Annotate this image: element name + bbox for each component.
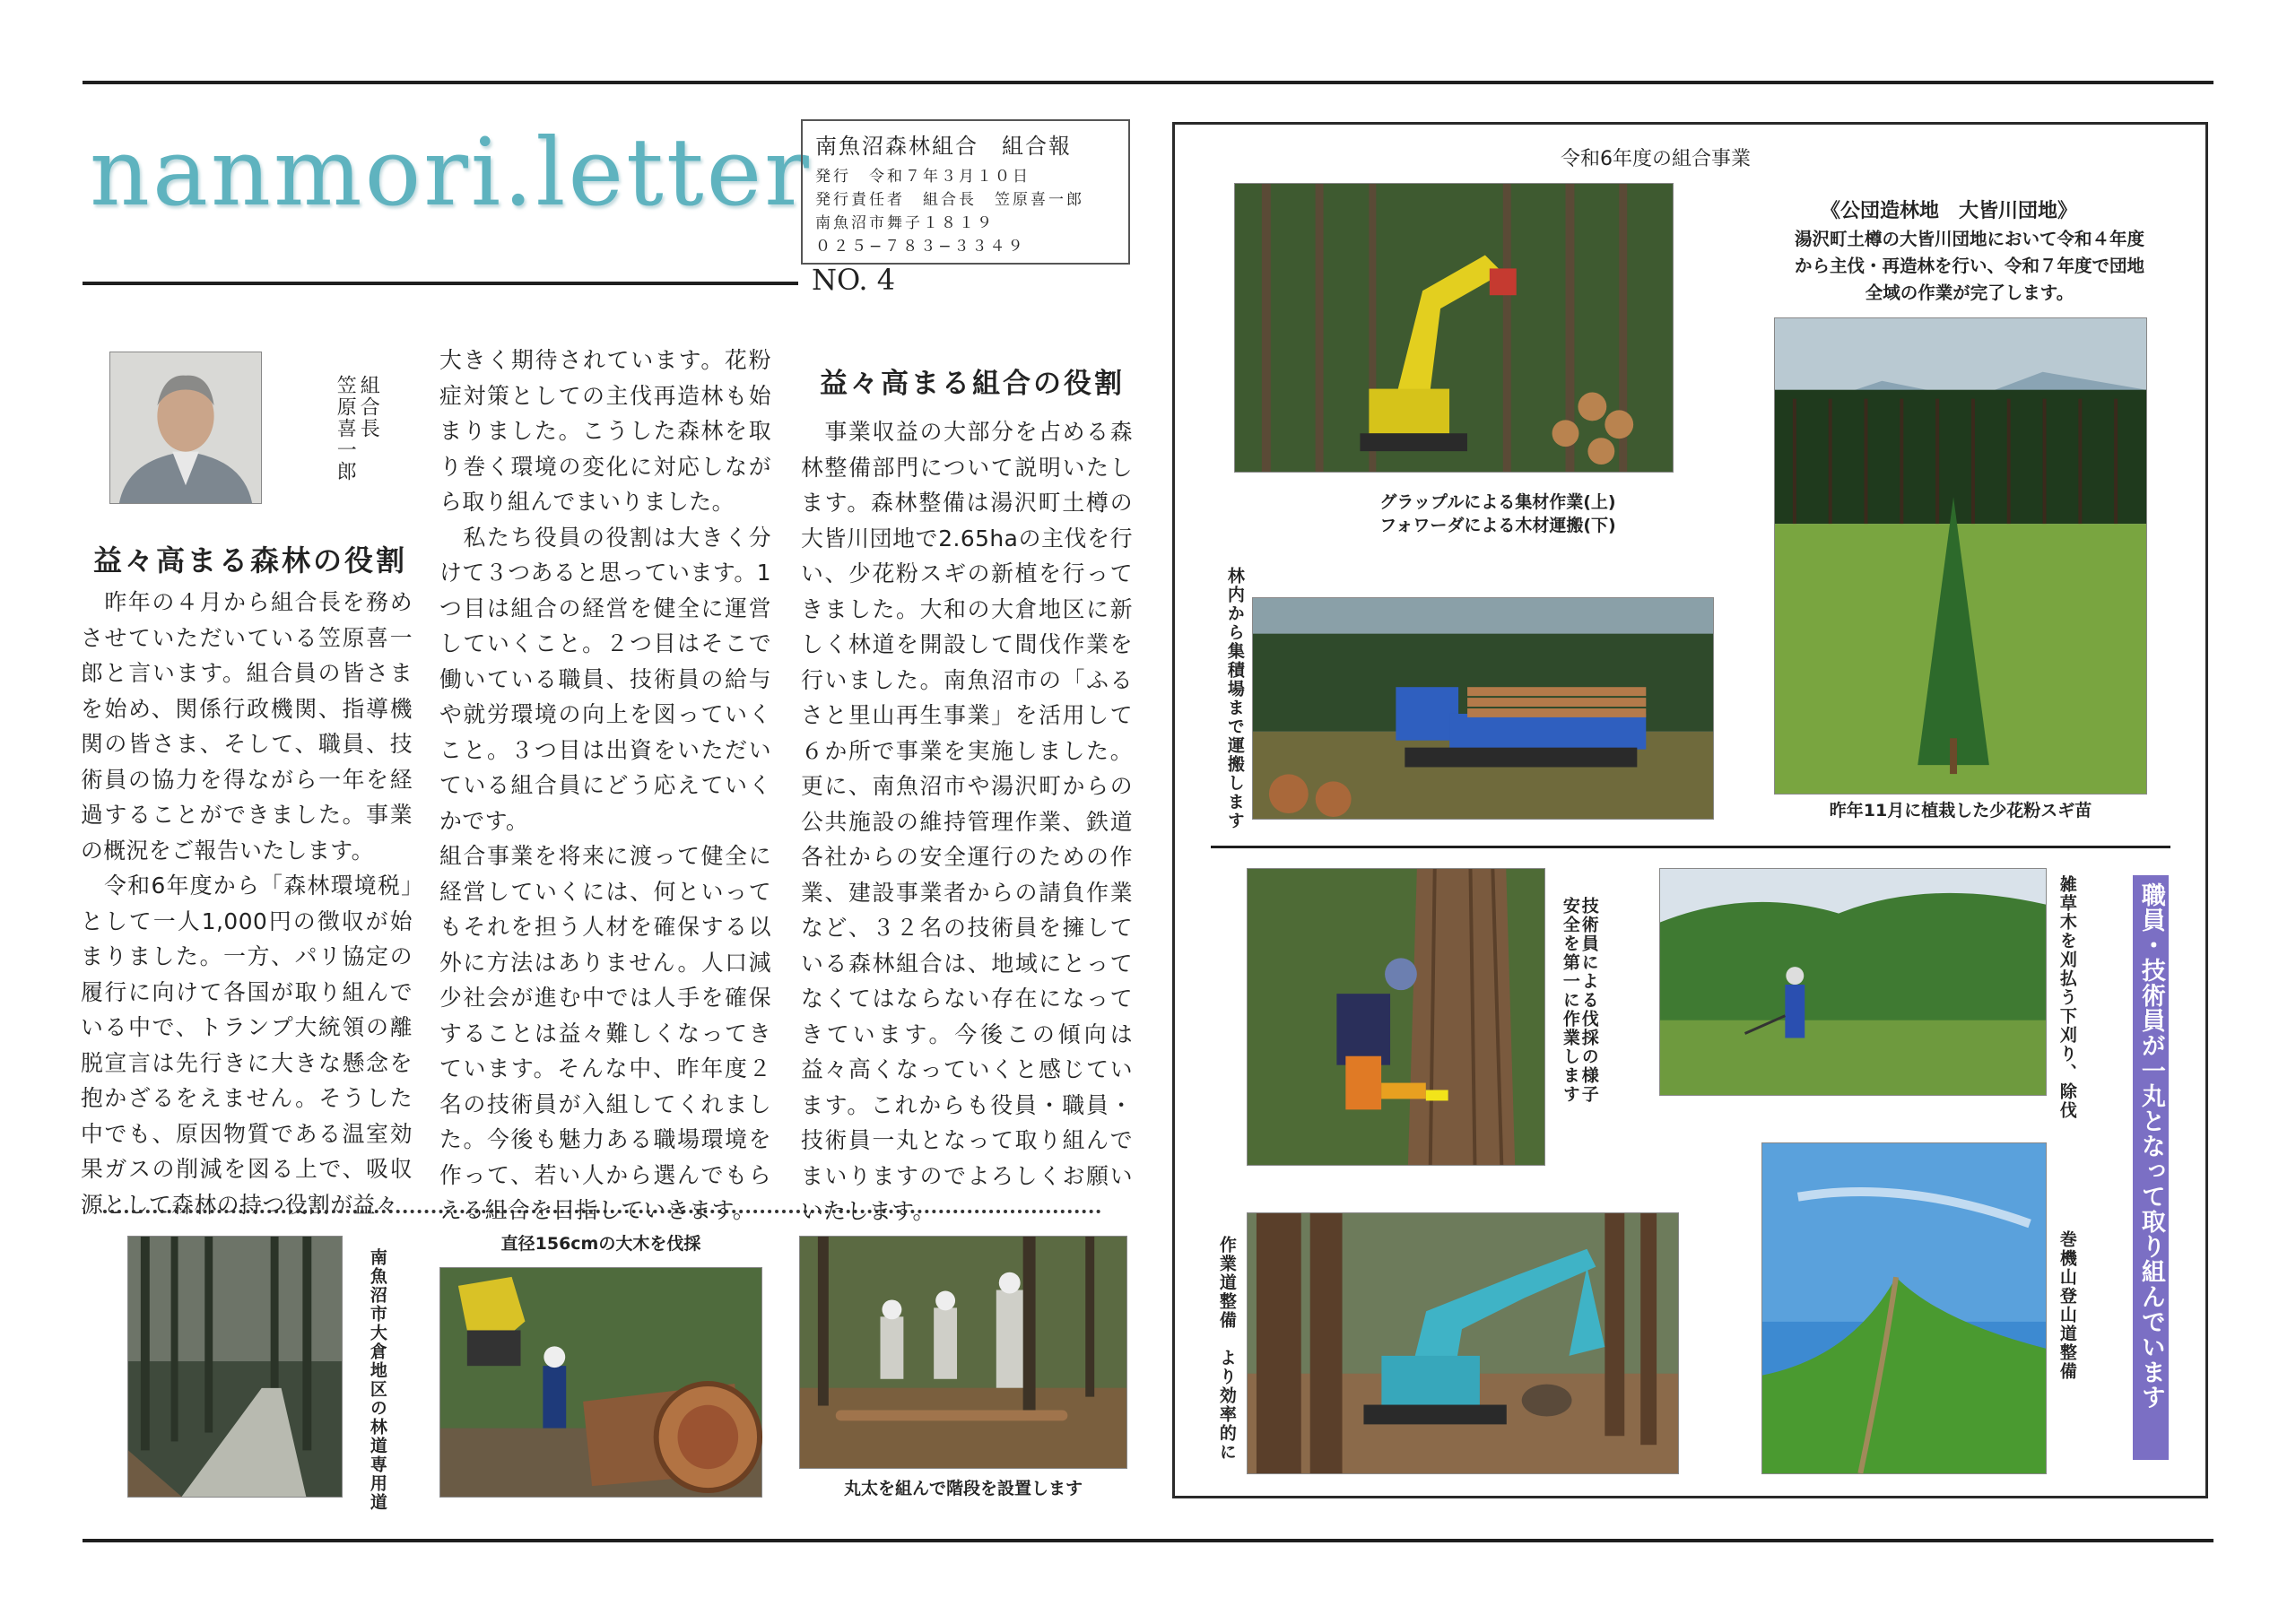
author-portrait [109, 352, 262, 504]
article1-column1: 昨年の４月から組合長を務めさせていただいている笠原喜一郎と言います。組合員の皆さまを始め、関係行政機関、指導機関の皆さま、そして、職員、技術員の協力を得ながら一年を経過することができました。事業の概況をご報告いたします。 令和6年度から「森林環境税」として一人1,000円の徴収が始まりました。一方、パリ協定の履行に向けて各国が取り組んでいる中で、トランプ大統領の離脱宣言は先行きに大きな懸念を抱かざるをえません。そうした中でも、原因物質である温室効果ガスの削減を図る上で、吸収源として森林の持つ役割が益々 [81, 589, 413, 1218]
section-title: 令和6年度の組合事業 [1561, 148, 1751, 170]
forwarder-photo [1252, 597, 1714, 820]
chainsaw-vertical-caption: 技術員による伐採の様子 安全を第一に作業します [1560, 897, 1599, 1104]
log-stairs-caption: 丸太を組んで階段を設置します [843, 1479, 1083, 1498]
weeding-vertical-caption: 雑草木を刈払う下刈り、除伐 [2057, 875, 2077, 1120]
road-work-vertical-caption: 作業道整備 より効率的に [1216, 1236, 1237, 1462]
site-description: 湯沢町土樽の大皆川団地において令和４年度から主伐・再造林を行い、令和７年度で団地全域の作業が完了します。 [1794, 229, 2144, 303]
top-rule [83, 81, 2213, 84]
info-line: 発行責任者 組合長 笠原喜一郎 [815, 191, 1084, 209]
banner-text: 職員・技術員が一丸となって取り組んでいます [2136, 882, 2165, 1410]
dotted-divider [103, 1210, 1101, 1213]
info-title: 南魚沼森林組合 組合報 [815, 134, 1072, 159]
right-page-divider [1211, 846, 2170, 848]
article1-heading: 益々高まる森林の役割 [93, 543, 408, 578]
weeding-photo [1659, 868, 2047, 1096]
issue-number: NO. 4 [812, 263, 896, 297]
chainsaw-felling-photo [1247, 868, 1545, 1166]
article2-heading: 益々高まる組合の役割 [820, 368, 1125, 400]
seedling-caption: 昨年11月に植栽した少花粉スギ苗 [1829, 801, 2092, 821]
author-role: 組合長 [357, 375, 380, 439]
forest-road-photo [127, 1236, 343, 1498]
article2-body: 事業収益の大部分を占める森林整備部門について説明いたします。森林整備は湯沢町土樽の大皆川団地で2.65haの主伐を行い、少花粉スギの新植を行ってきました。大和の大倉地区に新しく林道を開設して間伐作業を行いました。南魚沼市の「ふるさと里山再生事業」を活用して６か所で事業を実施しました。更に、南魚沼市や湯沢町からの公共施設の維持管理作業、鉄道各社からの安全運行のための作業、建設事業者からの請負作業など、３２名の技術員を擁している森林組合は、地域にとってなくてはならない存在になってきています。今後この傾向は益々高くなっていくと感じています。これからも役員・職員・技術員一丸となって取り組んでまいりますのでよろしくお願いいたします。 [801, 419, 1133, 1224]
grapple-photo [1234, 183, 1674, 473]
masthead-underline [83, 282, 798, 285]
publisher-info-box [801, 119, 1130, 265]
grapple-caption: グラップルによる集材作業(上) フォワーダによる木材運搬(下) [1379, 492, 1616, 535]
newsletter-logo: nanmori.letter [90, 117, 812, 227]
forwarder-vertical-caption: 林内から集積場まで運搬します [1224, 567, 1245, 830]
forest-road-caption: 南魚沼市大倉地区の林道専用道 [367, 1248, 387, 1512]
log-stairs-photo [799, 1236, 1127, 1469]
seedling-photo [1774, 317, 2147, 795]
site-title: 《公団造林地 大皆川団地》 [1821, 200, 2078, 222]
article1-column2: 大きく期待されています。花粉症対策としての主伐再造林も始まりました。こうした森林を取り巻く環境の変化に対応しながら取り組んでまいりました。 私たち役員の役割は大きく分けて３つあると思っています。1つ目は組合の経営を健全に運営していくこと。２つ目はそこで働いている職員、技術員の給与や就労環境の向上を図っていくこと。３つ目は出資をいただいている組合員にどう応えていくかです。 組合事業を将来に渡って健全に経営していくには、何といってもそれを担う人材を確保する以外に方法はありません。人口減少社会が進む中では人手を確保することは益々難しくなってきています。そんな中、昨年度２名の技術員が入組してくれました。今後も魅力ある職場環境を作って、若い人から選んでもらえる組合を目指していきます。 [439, 347, 771, 1223]
author-name: 笠原喜一郎 [334, 375, 357, 482]
info-line: ０２５−７８３−３３４９ [815, 238, 1026, 256]
large-tree-felling-photo [439, 1267, 762, 1498]
banner [2133, 875, 2169, 1460]
bottom-rule [83, 1539, 2213, 1542]
info-line: 南魚沼市舞子１８１９ [815, 214, 995, 232]
felling-caption: 直径156cmの大木を伐採 [500, 1234, 701, 1254]
info-line: 発行 令和７年３月１０日 [815, 168, 1031, 186]
trail-vertical-caption: 巻機山登山道整備 [2057, 1230, 2077, 1381]
road-work-photo [1247, 1212, 1679, 1474]
trail-photo [1761, 1142, 2047, 1474]
